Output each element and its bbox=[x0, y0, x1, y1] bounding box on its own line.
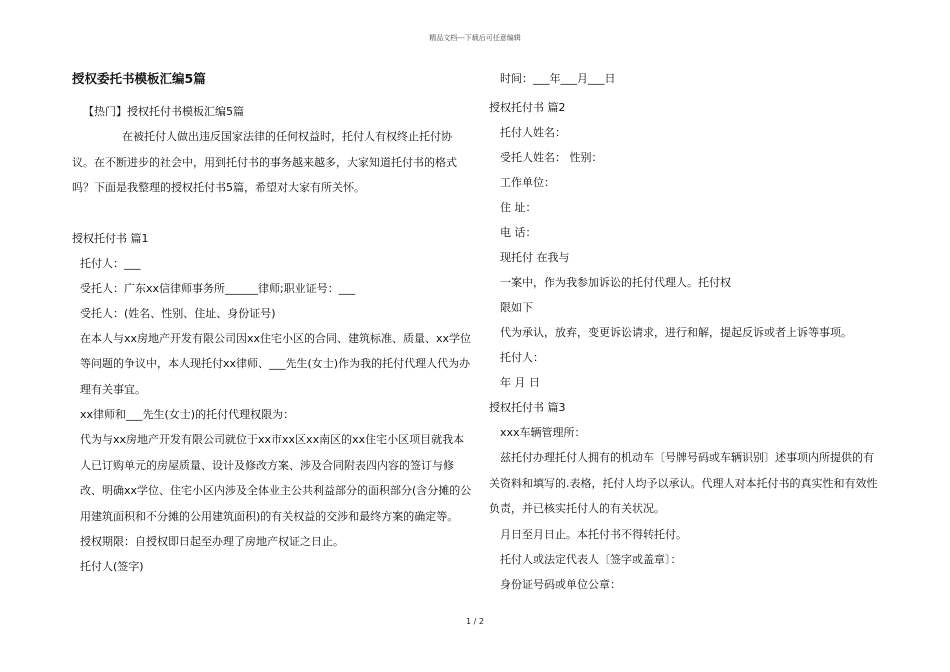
case-line: 一案中，作为我参加诉讼的托付代理人。托付权 bbox=[500, 276, 731, 289]
entrustor-sign-line: 托付人： bbox=[500, 351, 544, 364]
left-column bbox=[72, 70, 472, 579]
acts-line: 代为承认，放弃，变更诉讼请求，进行和解，提起反诉或者上诉等事项。 bbox=[500, 326, 852, 339]
addressee-line: xxx车辆管理所： bbox=[500, 426, 586, 439]
document-title: 授权委托书模板汇编5篇 bbox=[72, 71, 206, 86]
scope-title: xx律师和___先生(女士)的托付代理权限为： bbox=[80, 408, 295, 421]
page-header: 精品文档---下载后可任意编辑 bbox=[429, 34, 521, 42]
work-unit-line: 工作单位： bbox=[500, 176, 555, 189]
section-heading-3: 授权托付书 篇3 bbox=[489, 401, 566, 414]
id-number-line: 身份证号码或单位公章： bbox=[500, 577, 621, 591]
intro-paragraph: 在被托付人做出违反国家法律的任何权益时，托付人有权终止托付协议。在不断进步的社会中，用到托付书的事务越来越多，大家知道托付书的格式吗？下面是我整理的授权托付书5篇，希望对大家有所关怀。 bbox=[72, 130, 457, 194]
phone-line: 电 话： bbox=[500, 226, 537, 239]
section-heading-1: 授权托付书 篇1 bbox=[72, 231, 149, 245]
validity-line: 月日至月日止。本托付书不得转托付。 bbox=[500, 527, 687, 541]
agent-info-line: 受托人：(姓名、性别、住址、身份证号) bbox=[80, 306, 276, 320]
legal-rep-sign-line: 托付人或法定代表人〔签字或盖章〕： bbox=[500, 552, 682, 566]
entrustor-line: 托付人：___ bbox=[80, 256, 141, 270]
vehicle-paragraph: 兹托付办理托付人拥有的机动车〔号牌号码或车辆识别〕述事项内所提供的有关资料和填写的.表格，托付人均予以承认。代理人对本托付书的真实性和有效性负责，并已核实托付人的有关状况。 bbox=[489, 451, 878, 515]
agent-firm-line: 受托人：广东xx信律师事务所______律师;职业证号：___ bbox=[80, 281, 356, 295]
agent-name-line: 受托人姓名： 性别： bbox=[500, 151, 603, 164]
period-line: 授权期限：自授权即日起至办理了房地产权证之日止。 bbox=[80, 535, 344, 548]
signature-line: 托付人(签字) bbox=[80, 560, 144, 573]
address-line: 住 址： bbox=[500, 201, 537, 214]
scope-paragraph: 代为与xx房地产开发有限公司就位于xx市xx区xx南区的xx住宅小区项目就我本人已订购单元的房屋质量、设计及修改方案、涉及合同附表四内容的签订与修改、明确xx学位、住宅小区内涉及全体业主公共利益部分的面积部分(含分摊的公用建筑面积和不分摊的公用建筑面积)的有关权益的交涉和最终方案的确定等。 bbox=[80, 433, 472, 523]
date-line: 年 月 日 bbox=[500, 376, 540, 389]
right-column bbox=[489, 70, 884, 597]
section-heading-2: 授权托付书 篇2 bbox=[489, 101, 566, 114]
hot-subtitle: 【热门】授权托付书模板汇编5篇 bbox=[83, 105, 244, 118]
entrustor-name-line: 托付人姓名： bbox=[500, 126, 566, 139]
spacer bbox=[72, 201, 472, 226]
time-line: 时间：___年___月___日 bbox=[500, 72, 616, 85]
page-number: 1 / 2 bbox=[466, 617, 484, 626]
entrust-now-line: 现托付 在我与 bbox=[500, 251, 570, 264]
case-paragraph: 在本人与xx房地产开发有限公司因xx住宅小区的合同、建筑标准、质量、xx学位等问题的争议中，本人现托付xx律师、___先生(女士)作为我的托付代理人代为办理有关事宜。 bbox=[80, 331, 472, 396]
limit-line: 限如下 bbox=[500, 301, 533, 314]
